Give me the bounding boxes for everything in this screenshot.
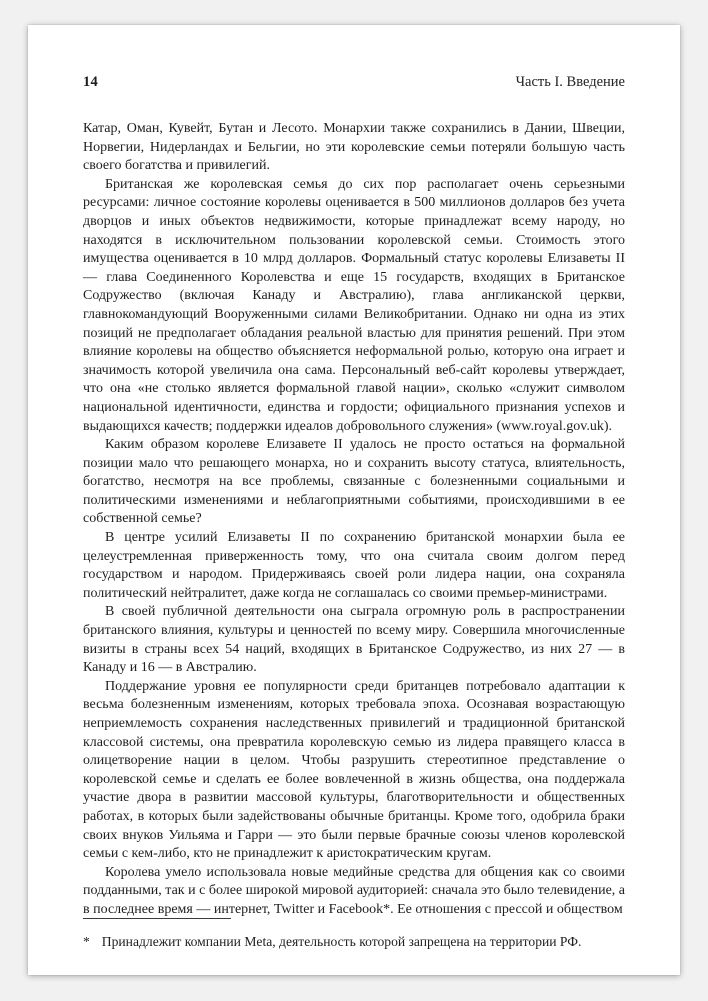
footnote: [83, 933, 625, 951]
page-number: 14: [83, 74, 99, 90]
body-text: [83, 120, 625, 920]
footnote-divider: [83, 918, 231, 919]
paragraph: Катар, Оман, Кувейт, Бутан и Лесото. Монархии также сохранились в Дании, Швеции, Норвегии, Нидерландах и Бельгии, но эти королевские семьи потеряли большую часть своего богатства и привилегий.: [83, 121, 625, 174]
footnote-block: [83, 918, 625, 951]
footnote-marker: *: [83, 934, 90, 949]
book-page: [28, 25, 680, 975]
paragraph: Поддержание уровня ее популярности среди британцев потребовало адаптации к весьма болезненным изменениям, которых требовала эпоха. Осознавая возрастающую неприемлемость сохранения наследственных привилегий и традиционной британской классовой системы, она превратила королевскую семью из лидера правящего класса в олицетворение нации в целом. Чтобы разрушить стереотипное представление о королевской семье и сделать ее более вовлеченной в жизнь общества, она поддержала участие двора в развитии массовой культуры, благотворительности и общественных работах, в которых были задействованы обычные британцы. Кроме того, одобрила браки своих внуков Уильяма и Гарри — это были первые брачные союзы членов королевской семьи с кем-либо, кто не принадлежит к аристократическим кругам.: [83, 678, 625, 862]
paragraph: В своей публичной деятельности она сыграла огромную роль в распространении британского влияния, культуры и ценностей по всему миру. Совершила многочисленные визиты в страны всех 54 наций, входящих в Британское Содружество, из них 27 — в Канаду и 16 — в Австралию.: [83, 604, 625, 676]
paragraph: Британская же королевская семья до сих пор располагает очень серьезными ресурсами: личное состояние королевы оценивается в 500 миллионов долларов без учета дворцов и иных объектов недвижимости, которые принадлежат всему народу, но находятся в исключительном пользовании королевской семьи. Стоимость этого имущества оценивается в 10 млрд долларов. Формальный статус королевы Елизаветы II — глава Соединенного Королевства и еще 15 государств, входящих в Британское Содружество (включая Канаду и Австралию), глава англиканской церкви, главнокомандующий Вооруженными силами Великобритании. Однако ни одна из этих позиций не предполагает обладания реальной властью для принятия решений. При этом влияние королевы на общество объясняется неформальной ролью, которую она играет и значимость которой увеличила она сама. Персональный веб-сайт королевы утверждает, что она «не столько является формальной главой нации», сколько «служит символом национальной идентичности, единства и гордости; официального признания успехов и выдающихся качеств; поддержки идеалов добровольного служения» (www.royal.gov.uk).: [83, 176, 625, 434]
paragraph: Каким образом королеве Елизавете II удалось не просто остаться на формальной позиции мало что решающего монарха, но и сохранить высоту статуса, влиятельность, богатство, несмотря на все проблемы, связанные с болезненными социальными и политическими изменениями и неблагоприятными событиями, происходившими в ее собственной семье?: [83, 437, 625, 527]
paragraph: В центре усилий Елизаветы II по сохранению британской монархии была ее целеустремленная приверженность тому, что она считала своим долгом перед государством и народом. Придерживаясь своей роли лидера нации, она сохраняла политический нейтралитет, даже когда не соглашалась со своими премьер-министрами.: [83, 530, 625, 601]
paragraph: Королева умело использовала новые медийные средства для общения как со своими подданными, так и с более широкой мировой аудиторией: сначала это было телевидение, а в последнее время — интернет, Twitter и Facebook*. Ее отношения с прессой и обществом: [83, 864, 625, 917]
footnote-text: Принадлежит компании Meta, деятельность которой запрещена на территории РФ.: [101, 934, 582, 949]
running-head: Часть I. Введение: [515, 74, 625, 90]
page-header: [83, 73, 625, 91]
